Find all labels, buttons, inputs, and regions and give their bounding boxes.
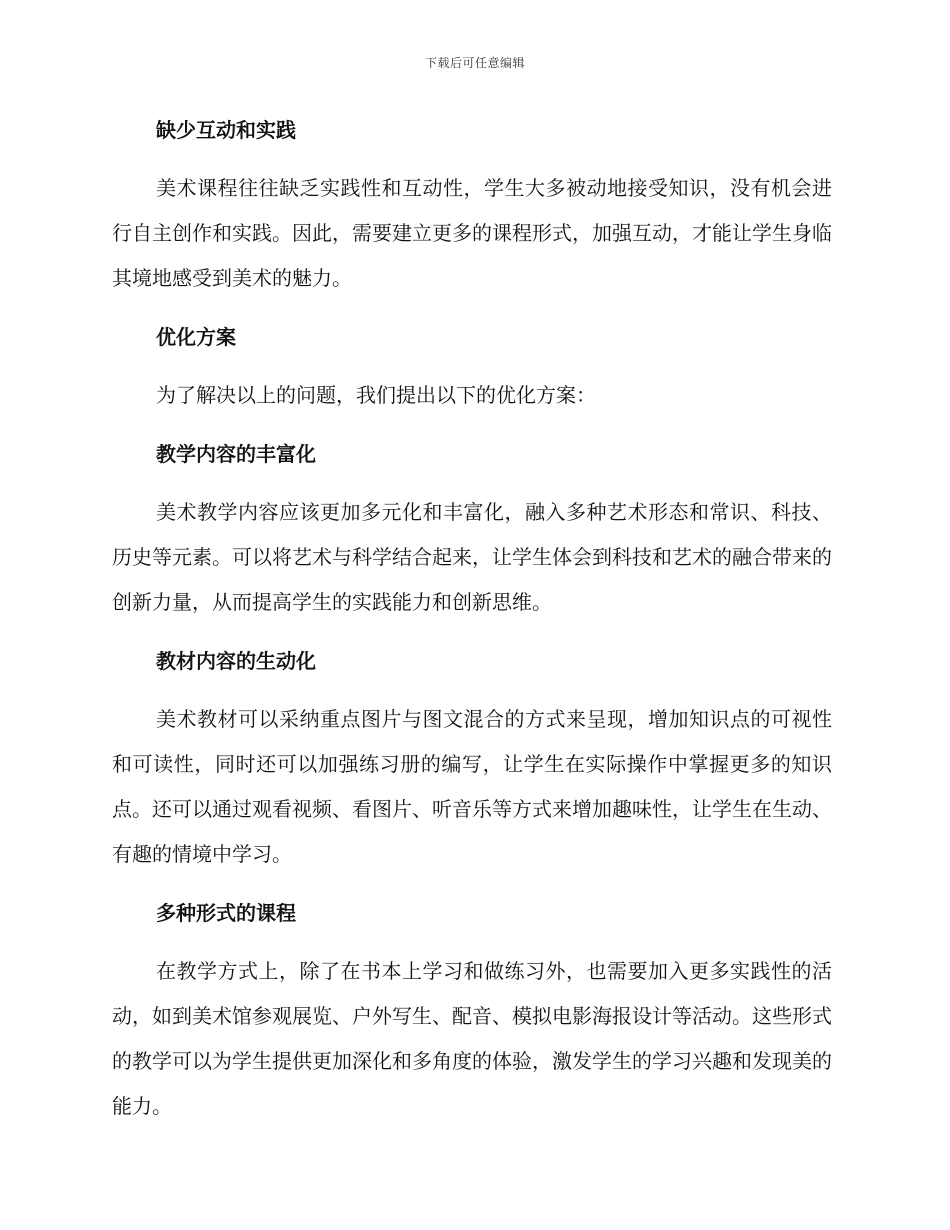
- paragraph-content-enrichment: 美术教学内容应该更加多元化和丰富化，融入多种艺术形态和常识、科技、历史等元素。可以将艺术与科学结合起来，让学生体会到科技和艺术的融合带来的创新力量，从而提高学生的实践能力和创新思维。: [112, 500, 832, 614]
- section-heading-content-enrichment: 教学内容的丰富化: [156, 442, 316, 466]
- section-heading-optimization-plan: 优化方案: [156, 325, 236, 349]
- paragraph-lack-interaction: 美术课程往往缺乏实践性和互动性，学生大多被动地接受知识，没有机会进行自主创作和实践。因此，需要建立更多的课程形式，加强互动，才能让学生身临其境地感受到美术的魅力。: [112, 176, 832, 290]
- paragraph-optimization-plan: 为了解决以上的问题，我们提出以下的优化方案：: [156, 383, 596, 407]
- paragraph-textbook-vividness: 美术教材可以采纳重点图片与图文混合的方式来呈现，增加知识点的可视性和可读性，同时还可以加强练习册的编写，让学生在实际操作中掌握更多的知识点。还可以通过观看视频、看图片、听音乐等方式来增加趣味性，让学生在生动、有趣的情境中学习。: [112, 707, 832, 866]
- page-header: 下载后可任意编辑: [424, 56, 525, 70]
- section-heading-diverse-courses: 多种形式的课程: [156, 901, 296, 925]
- paragraph-diverse-courses: 在教学方式上，除了在书本上学习和做练习外，也需要加入更多实践性的活动，如到美术馆参观展览、户外写生、配音、模拟电影海报设计等活动。这些形式的教学可以为学生提供更加深化和多角度的体验，激发学生的学习兴趣和发现美的能力。: [112, 959, 832, 1118]
- section-heading-lack-interaction: 缺少互动和实践: [156, 118, 296, 142]
- document-body: [112, 108, 832, 1129]
- section-heading-textbook-vividness: 教材内容的生动化: [156, 649, 316, 673]
